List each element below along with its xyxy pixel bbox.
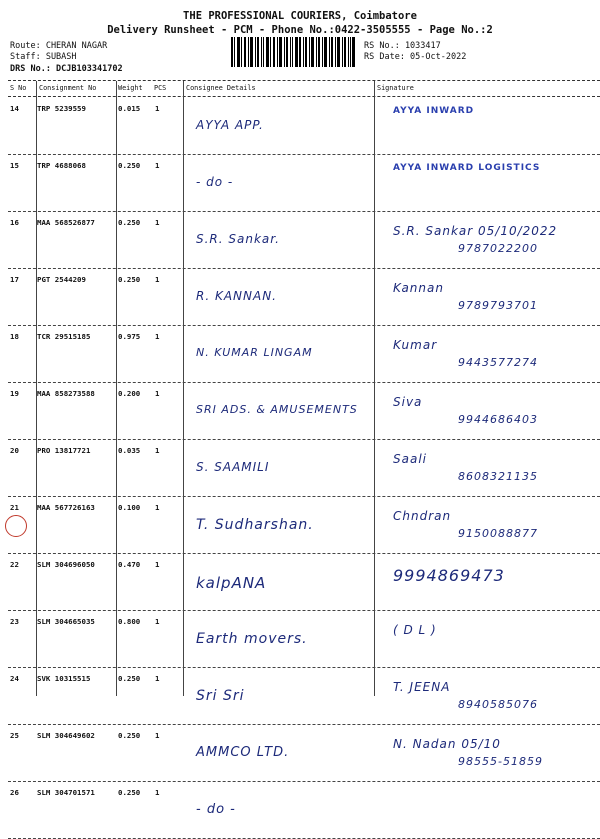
- consignment-number: SLM 304701571: [37, 788, 95, 797]
- table-row: [8, 440, 600, 497]
- table-row: [8, 383, 600, 440]
- route-label: Route: CHERAN NAGAR: [10, 41, 108, 51]
- drs-number: DRS No.: DCJB103341702: [10, 64, 123, 74]
- weight-value: 0.015: [118, 104, 141, 113]
- table-row: [8, 98, 600, 155]
- col-consignee: Consignee Details: [186, 84, 256, 92]
- signature-text: Saali: [393, 452, 427, 466]
- table-row: [8, 326, 600, 383]
- weight-value: 0.470: [118, 560, 141, 569]
- consignment-number: TRP 4688068: [37, 161, 86, 170]
- pieces-count: 1: [155, 275, 160, 284]
- weight-value: 0.200: [118, 389, 141, 398]
- pieces-count: 1: [155, 560, 160, 569]
- table-row: [8, 725, 600, 782]
- signature-text: T. JEENA: [393, 680, 451, 694]
- rs-date: RS Date: 05-Oct-2022: [364, 52, 467, 62]
- serial-number: 23: [10, 617, 19, 626]
- barcode-icon: [231, 37, 355, 67]
- table-row: [8, 155, 600, 212]
- signature-text: S.R. Sankar 05/10/2022: [393, 224, 558, 238]
- table-row: [8, 497, 600, 554]
- consignee-name: Sri Sri: [196, 688, 245, 704]
- signature-text: Siva: [393, 395, 423, 409]
- weight-value: 0.250: [118, 275, 141, 284]
- consignee-name: T. Sudharshan.: [196, 517, 314, 533]
- signature-text: N. Nadan 05/10: [393, 737, 501, 751]
- phone-number: 98555-51859: [458, 755, 543, 768]
- signature-text: Chndran: [393, 509, 452, 523]
- consignment-number: SLM 304649602: [37, 731, 95, 740]
- staff-label: Staff: SUBASH: [10, 52, 77, 62]
- table-row: [8, 611, 600, 668]
- signature-text: ( D L ): [393, 623, 437, 637]
- consignee-name: - do -: [196, 802, 236, 817]
- weight-value: 0.250: [118, 161, 141, 170]
- table-row: [8, 668, 600, 725]
- serial-number: 20: [10, 446, 19, 455]
- phone-number: 9443577274: [458, 356, 538, 369]
- consignment-number: TRP 5239559: [37, 104, 86, 113]
- consignee-name: SRI ADS. & AMUSEMENTS: [196, 403, 358, 416]
- consignment-number: PRO 13817721: [37, 446, 91, 455]
- runsheet-title: THE PROFESSIONAL COURIERS, Coimbatore: [183, 10, 417, 22]
- col-sno: S No: [10, 84, 27, 92]
- weight-value: 0.100: [118, 503, 141, 512]
- consignee-name: kalpANA: [196, 574, 267, 592]
- serial-number: 16: [10, 218, 19, 227]
- signature-text: Kannan: [393, 281, 444, 295]
- consignee-name: AYYA APP.: [196, 118, 264, 132]
- signature-text: Kumar: [393, 338, 438, 352]
- consignee-name: S.R. Sankar.: [196, 232, 280, 246]
- pieces-count: 1: [155, 104, 160, 113]
- pieces-count: 1: [155, 503, 160, 512]
- header-top-rule: [8, 80, 600, 81]
- pieces-count: 1: [155, 674, 160, 683]
- consignment-number: SLM 304696050: [37, 560, 95, 569]
- table-row: [8, 782, 600, 839]
- serial-number: 14: [10, 104, 19, 113]
- consignee-name: AMMCO LTD.: [196, 745, 290, 760]
- pieces-count: 1: [155, 161, 160, 170]
- weight-value: 0.250: [118, 674, 141, 683]
- weight-value: 0.250: [118, 731, 141, 740]
- col-pcs: PCS: [154, 84, 167, 92]
- signature-text: 9994869473: [393, 566, 505, 585]
- phone-number: 9150088877: [458, 527, 538, 540]
- consignee-name: - do -: [196, 175, 234, 189]
- consignment-number: MAA 858273588: [37, 389, 95, 398]
- col-signature: Signature: [377, 84, 414, 92]
- serial-number: 21: [10, 503, 19, 512]
- pieces-count: 1: [155, 218, 160, 227]
- pieces-count: 1: [155, 389, 160, 398]
- weight-value: 0.250: [118, 788, 141, 797]
- consignee-name: R. KANNAN.: [196, 289, 277, 303]
- consignee-name: S. SAAMILI: [196, 460, 270, 474]
- serial-number: 19: [10, 389, 19, 398]
- phone-number: 8940585076: [458, 698, 538, 711]
- phone-number: 9787022200: [458, 242, 538, 255]
- pieces-count: 1: [155, 617, 160, 626]
- weight-value: 0.800: [118, 617, 141, 626]
- phone-number: 8608321135: [458, 470, 538, 483]
- consignment-number: MAA 568526877: [37, 218, 95, 227]
- phone-number: 9944686403: [458, 413, 538, 426]
- serial-number: 24: [10, 674, 19, 683]
- serial-number: 22: [10, 560, 19, 569]
- table-row: [8, 554, 600, 611]
- col-consignment: Consignment No: [39, 84, 97, 92]
- table-row: [8, 212, 600, 269]
- consignment-number: SVK 10315515: [37, 674, 91, 683]
- serial-number: 25: [10, 731, 19, 740]
- pieces-count: 1: [155, 446, 160, 455]
- header-bottom-rule: [8, 96, 600, 97]
- weight-value: 0.975: [118, 332, 141, 341]
- consignee-name: N. KUMAR LINGAM: [196, 346, 313, 359]
- signature-text: AYYA INWARD LOGISTICS: [393, 163, 541, 173]
- pieces-count: 1: [155, 731, 160, 740]
- serial-number: 18: [10, 332, 19, 341]
- signature-text: AYYA INWARD: [393, 106, 475, 116]
- col-weight: Weight: [118, 84, 143, 92]
- weight-value: 0.035: [118, 446, 141, 455]
- rs-number: RS No.: 1033417: [364, 41, 441, 51]
- serial-number: 17: [10, 275, 19, 284]
- serial-number: 15: [10, 161, 19, 170]
- table-row: [8, 269, 600, 326]
- consignment-number: TCR 29515185: [37, 332, 91, 341]
- consignment-number: MAA 567726163: [37, 503, 95, 512]
- runsheet-subtitle: Delivery Runsheet - PCM - Phone No.:0422-3505555 - Page No.:2: [107, 24, 493, 36]
- weight-value: 0.250: [118, 218, 141, 227]
- pieces-count: 1: [155, 788, 160, 797]
- pieces-count: 1: [155, 332, 160, 341]
- row-23-circle-mark: [5, 515, 27, 537]
- consignee-name: Earth movers.: [196, 631, 308, 647]
- consignment-number: PGT 2544209: [37, 275, 86, 284]
- consignment-number: SLM 304665035: [37, 617, 95, 626]
- serial-number: 26: [10, 788, 19, 797]
- phone-number: 9789793701: [458, 299, 538, 312]
